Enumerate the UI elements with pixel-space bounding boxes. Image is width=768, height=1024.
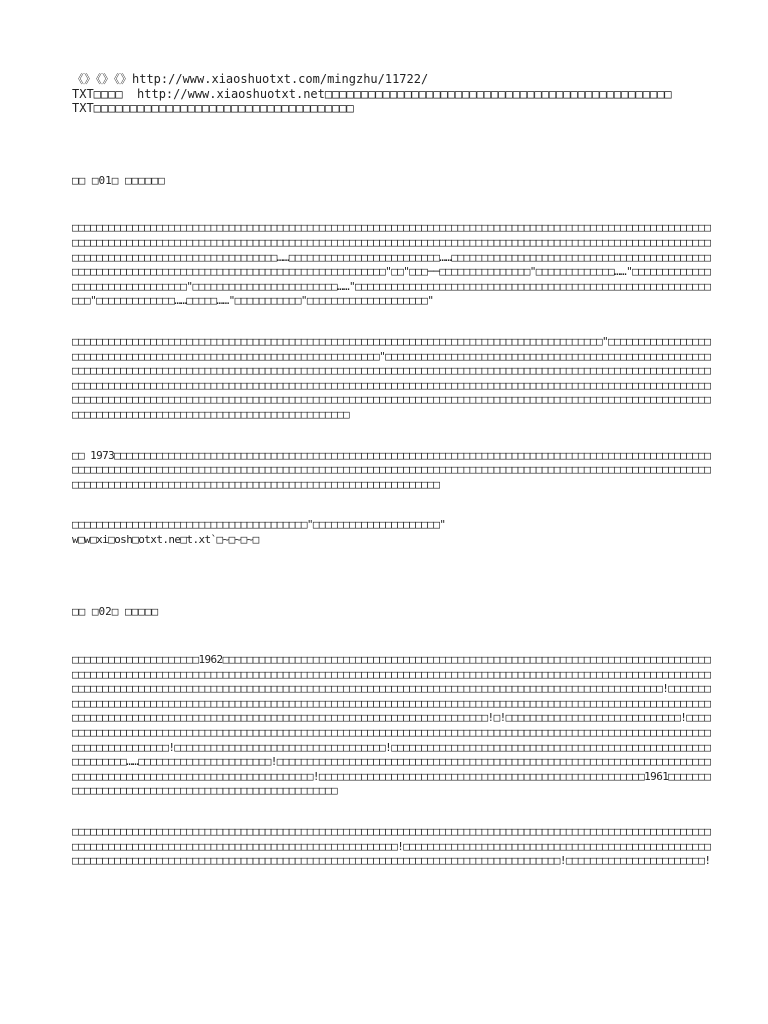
chapter-1-heading: □□ □01□ □□□□□□ [72,173,165,187]
txt-notice-line: TXT□□□□□□□□□□□□□□□□□□□□□□□□□□□□□□□□□□□□ [72,101,354,116]
chapter-1-paragraph-4: □□□□□□□□□□□□□□□□□□□□□□□□□□□□□□□□□□□□□□□"□□□□□□□□□□□□□□□□□□□□□" [72,518,446,532]
chapter-1-paragraph-2: □□□□□□□□□□□□□□□□□□□□□□□□□□□□□□□□□□□□□□□□□□□□□□□□□□□□□□□□□□□□□□□□□□□□□□□□□□□□□□□□□□□□□□□□"□□□□□□□□□□□□□□□□□□□□□□□□□□□□□□□□□□□□□□□□□□□□□□□□□□□□□□□□□□□□□□□□□□□□"□□□□□□□□□□□□□□□□□□□□□□□□□□□□□□□□□□□□□□□□□□□□□□□□□□□□□□□□□□□□□□□□□□□□□□□□□□□□□□□□□□□□□□□□□□□□□□□□□□□□□□□□□□□□□□□□□□□□□□□□□□□□□□□□□□□□□□□□□□□□□□□□□□□□□□□□□□□□□□□□□□□□□□□□□□□□□□□□□□□□□□□□□□□□□□□□□□□□□□□□□□□□□□□□□□□□□□□□□□□□□□□□□□□□□□□□□□□□□□□□□□□□□□□□□□□□□□□□□□□□□□□□□□□□□□□□□□□□□□□□□□□□□□□□□□□□□□□□□□□□□□□□□□□□□□□□□□□□□□□□□□□□□□□□□□□□□□□□□□□□□□□□□□□□□□□□□□□□□□□□□□□□□□□□□□□□□□□□□□□□□□□□□□□□□□□□□□□□□□□□□□□□□□□□□□□□□□□□□□ [72,334,711,421]
txt-site-line: TXT□□□□ http://www.xiaoshuotxt.net□□□□□□□□□□□□□□□□□□□□□□□□□□□□□□□□□□□□□□□□□□□□□□□□ [72,86,672,101]
chapter-1-paragraph-3: □□ 1973□□□□□□□□□□□□□□□□□□□□□□□□□□□□□□□□□□□□□□□□□□□□□□□□□□□□□□□□□□□□□□□□□□□□□□□□□□□□□□□□□□□□□□□□□□□□□□□□□□□□□□□□□□□□□□□□□□□□□□□□□□□□□□□□□□□□□□□□□□□□□□□□□□□□□□□□□□□□□□□□□□□□□□□□□□□□□□□□□□□□□□□□□□□□□□□□□□□□□□□□□□□□□□□□□□□□□□□□□□□□□□□□□□□□□□□□□□□□□□□□□□□□□□□□□□□□□□□□□□□□□□□□□□ [72,448,711,491]
watermark-text: w□w□xi□osh□otxt.ne□t.xt`□~□~□~□ [72,532,259,546]
chapter-2-paragraph-1: □□□□□□□□□□□□□□□□□□□□□1962□□□□□□□□□□□□□□□□□□□□□□□□□□□□□□□□□□□□□□□□□□□□□□□□□□□□□□□□□□□□□□□□□□□□□□□□□□□□□□□□□□□□□□□□□□□□□□□□□□□□□□□□□□□□□□□□□□□□□□□□□□□□□□□□□□□□□□□□□□□□□□□□□□□□□□□□□□□□□□□□□□□□□□□□□□□□□□□□□□□□□□□□□□□□□□□□□□□□□□□□□□□□□□□□□□□□□□□□□□□□□□□□□□□□□□□□□□□□□□□□□□□□□□□□□□□□□□□□□□□□□□□□□□□□□□□□□□□□□□□□□□□□□!□□□□□□□□□□□□□□□□□□□□□□□□□□□□□□□□□□□□□□□□□□□□□□□□□□□□□□□□□□□□□□□□□□□□□□□□□□□□□□□□□□□□□□□□□□□□□□□□□□□□□□□□□□□□□□□□□□□□□□□□□□□□□□□□□□□□□□□□□□□□□□□□□□□□□□□□□□□□□□□□□□□□□□□□□□□□□□□□□□□□□□!□!□□□□□□□□□□□□□□□□□□□□□□□□□□□□□!□□□□□□□□□□□□□□□□□□□□□□□□□□□□□□□□□□□□□□□□□□□□□□□□□□□□□□□□□□□□□□□□□□□□□□□□□□□□□□□□□□□□□□□□□□□□□□□□□□□□□□□□□□□□□□□□□□□□□□□□□□□□□□!□□□□□□□□□□□□□□□□□□□□□□□□□□□□□□□□□□□!□□□□□□□□□□□□□□□□□□□□□□□□□□□□□□□□□□□□□□□□□□□□□□□□□□□□□□□□□□□□□□……□□□□□□□□□□□□□□□□□□□□□□!□□□□□□□□□□□□□□□□□□□□□□□□□□□□□□□□□□□□□□□□□□□□□□□□□□□□□□□□□□□□□□□□□□□□□□□□□□□□□□□□□□□□□□□□□□□□□□□□□□□□□□□□□□□□□□□□!□□□□□□□□□□□□□□□□□□□□□□□□□□□□□□□□□□□□□□□□□□□□□□□□□□□□□□1961□□□□□□□□□□□□□□□□□□□□□□□□□□□□□□□□□□□□□□□□□□□□□□□□□□□ [72,653,711,798]
chapter-2-heading: □□ □02□ □□□□□ [72,605,159,619]
chapter-2-paragraph-2: □□□□□□□□□□□□□□□□□□□□□□□□□□□□□□□□□□□□□□□□□□□□□□□□□□□□□□□□□□□□□□□□□□□□□□□□□□□□□□□□□□□□□□□□□□□□□□□□□□□□□□□□□□□□□□□□□□□□□□□□□□□□□□□□□□□□□□□□□□□□□□□□□□□□□□□□□□□□□□□□!□□□□□□□□□□□□□□□□□□□□□□□□□□□□□□□□□□□□□□□□□□□□□□□□□□□□□□□□□□□□□□□□□□□□□□□□□□□□□□□□□□□□□□□□□□□□□□□□□□□□□□□□□□□□□□□□□□□□□□□□□□□□□□□□□□□□!□□□□□□□□□□□□□□□□□□□□□□□! [72,825,711,868]
source-url-line: 《》《》《》http://www.xiaoshuotxt.com/mingzhu/11722/ [72,72,429,86]
chapter-1-paragraph-1: □□□□□□□□□□□□□□□□□□□□□□□□□□□□□□□□□□□□□□□□□□□□□□□□□□□□□□□□□□□□□□□□□□□□□□□□□□□□□□□□□□□□□□□□□□□□□□□□□□□□□□□□□□□□□□□□□□□□□□□□□□□□□□□□□□□□□□□□□□□□□□□□□□□□□□□□□□□□□□□□□□□□□□□□□□□□□□□□□□□□□□□□□□□□□□□□□□□□□□□□□□□□□□□□□□□□□□□□□□□□□□□□□□□□□□□□□□□□□□□□□□□□□□……□□□□□□□□□□□□□□□□□□□□□□□□□……□□□□□□□□□□□□□□□□□□□□□□□□□□□□□□□□□□□□□□□□□□□□□□□□□□□□□□□□□□□□□□□□□□□□□□□□□□□□□□□□□□□□□□□□□□□□□□□"□□"□□□──□□□□□□□□□□□□□□□"□□□□□□□□□□□□□……"□□□□□□□□□□□□□□□□□□□□□□□□□□□□□□□□"□□□□□□□□□□□□□□□□□□□□□□□□……"□□□□□□□□□□□□□□□□□□□□□□□□□□□□□□□□□□□□□□□□□□□□□□□□□□□□□□□□□□□□□□"□□□□□□□□□□□□□……□□□□□……"□□□□□□□□□□□"□□□□□□□□□□□□□□□□□□□□" [72,221,711,308]
document-page [72,72,712,869]
